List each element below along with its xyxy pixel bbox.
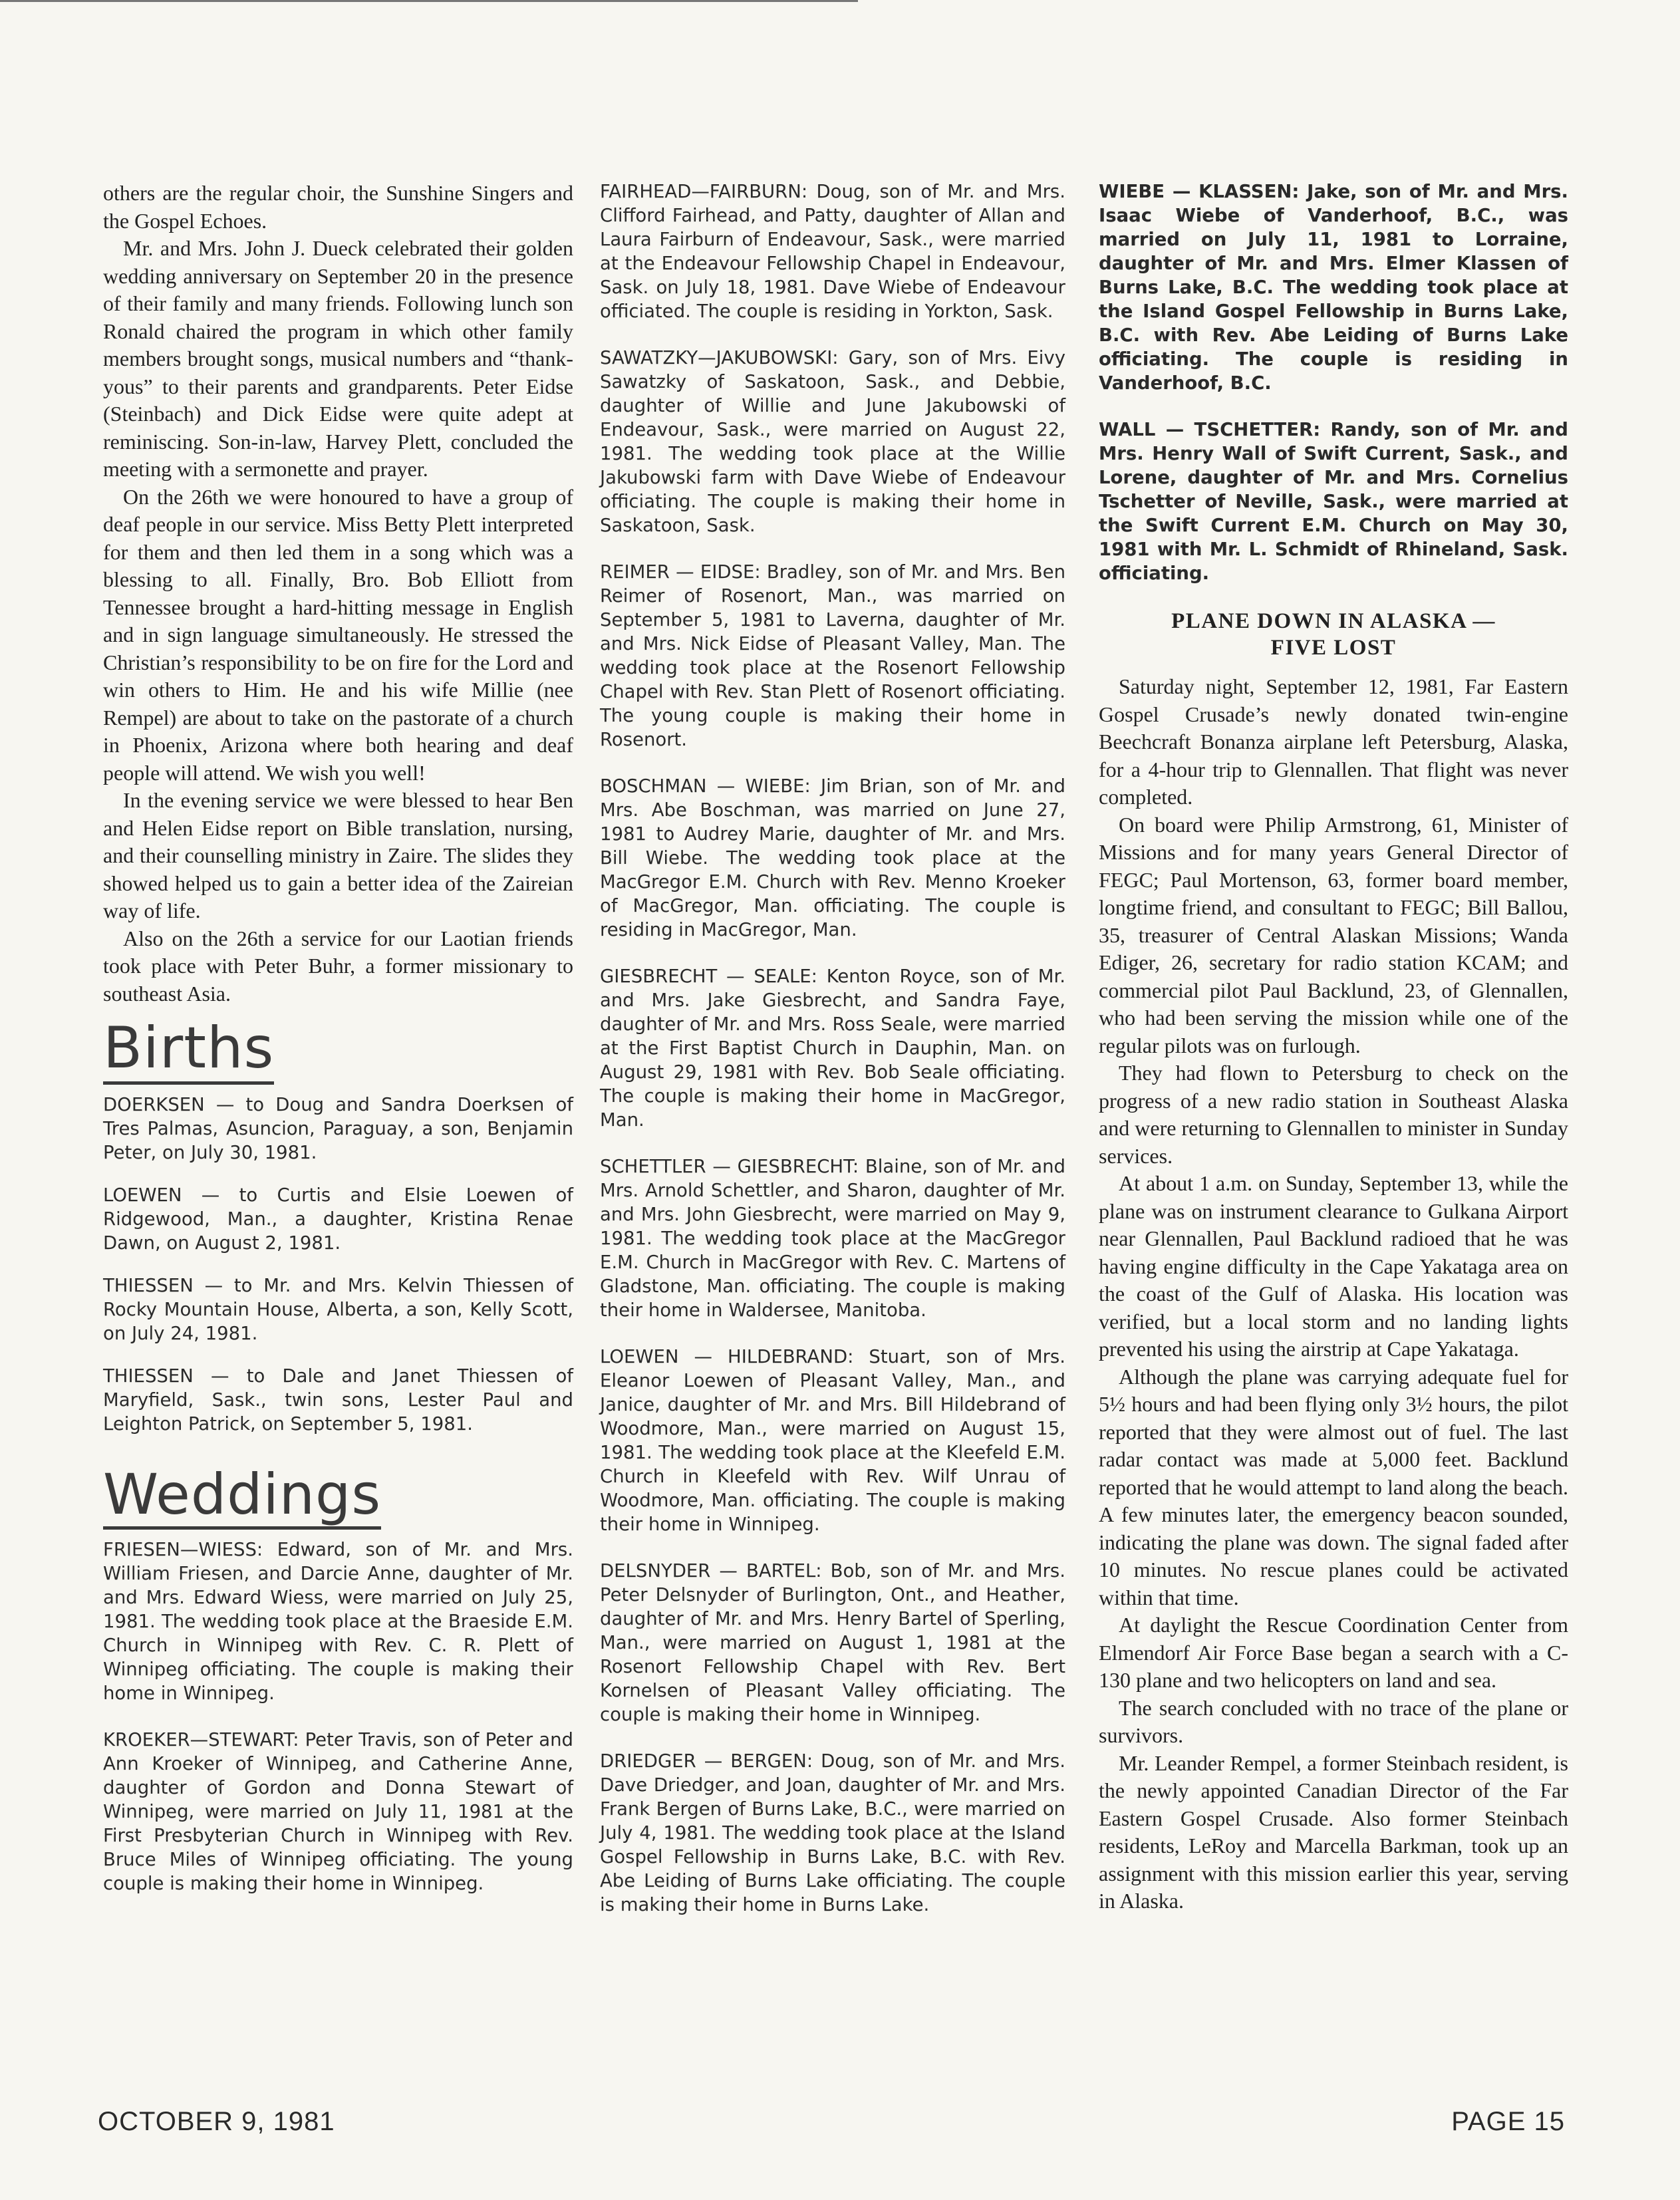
story-headline-line-2: FIVE LOST — [1270, 636, 1397, 660]
wedding-notice: FRIESEN—WIESS: Edward, son of Mr. and Mrs. William Friesen, and Darcie Anne, daughter of Mr. and Mrs. Edward Wiess, were married on July 25, 1981. The wedding took place at the Braeside E.M. Church in Winnipeg with Rev. C. R. Plett of Winnipeg officiating. The couple is making their home in Winnipeg. — [103, 1538, 573, 1704]
article-paragraph: Mr. and Mrs. John J. Dueck celebrated their golden wedding anniversary on September 20 in the presence of their family and many friends. Following lunch son Ronald chaired the program in which other family members brought songs, musical numbers and “thank-yous” to their parents and grandparents. Peter Eidse (Steinbach) and Dick Eidse were quite adept at reminiscing. Son-in-law, Harvey Plett, concluded the meeting with a sermonette and prayer. — [103, 236, 573, 481]
births-list — [103, 1093, 573, 1436]
wedding-notice: KROEKER—STEWART: Peter Travis, son of Peter and Ann Kroeker of Winnipeg, and Catherine Anne, daughter of Gordon and Donna Stewart of Winnipeg, were married on July 11, 1981 at the First Presbyterian Church in Winnipeg with Rev. Bruce Miles of Winnipeg officiating. The young couple is making their home in Winnipeg. — [103, 1728, 573, 1894]
births-heading: Births — [103, 1017, 274, 1085]
birth-notice: DOERKSEN — to Doug and Sandra Doerksen of Tres Palmas, Asuncion, Paraguay, a son, Benjamin Peter, on July 30, 1981. — [103, 1093, 573, 1163]
wedding-notice: GIESBRECHT — SEALE: Kenton Royce, son of Mr. and Mrs. Jake Giesbrecht, and Sandra Faye, daughter of Mr. and Mrs. Ross Seale, were married at the First Baptist Church in Dauphin, Man. on August 29, 1981 with Rev. Bob Seale officiating. The couple is making their home in MacGregor, Man. — [600, 966, 1065, 1131]
wedding-notice: DRIEDGER — BERGEN: Doug, son of Mr. and Mrs. Dave Driedger, and Joan, daughter of Mr. and Mrs. Frank Bergen of Burns Lake, B.C., were married on July 4, 1981. The wedding took place at the Island Gospel Fellowship in Burns Lake, B.C. with Rev. Abe Leiding of Burns Lake officiating. The couple is making their home in Burns Lake. — [600, 1750, 1065, 1915]
column-left — [103, 180, 573, 1918]
birth-notice: LOEWEN — to Curtis and Elsie Loewen of Ridgewood, Man., a daughter, Kristina Renae Dawn, on August 2, 1981. — [103, 1184, 573, 1254]
article-paragraph: others are the regular choir, the Sunshine Singers and the Gospel Echoes. — [103, 181, 573, 233]
wedding-notice: DELSNYDER — BARTEL: Bob, son of Mr. and Mrs. Peter Delsnyder of Burlington, Ont., and Heather, daughter of Mr. and Mrs. Henry Bartel of Sperling, Man., were married on August 1, 1981 at the Rosenort Fellowship Chapel with Rev. Bert Kornelsen of Pleasant Valley officiating. The couple is making their home in Winnipeg. — [600, 1560, 1065, 1725]
story-paragraph: Mr. Leander Rempel, a former Steinbach resident, is the newly appointed Canadian Director of the Far Eastern Gospel Crusade. Also former Steinbach residents, LeRoy and Marcella Barkman, took up an assignment with this mission earlier this year, serving in Alaska. — [1099, 1750, 1568, 1913]
story-headline — [1099, 608, 1568, 661]
story-paragraph: Although the plane was carrying adequate fuel for 5½ hours and had been flying only 3½ hours, the pilot reported that they were almost out of fuel. The last radar contact was made at 5,000 feet. Backlund reported that he would attempt to land along the beach. A few minutes later, the emergency beacon sounded, indicating the plane was down. The signal faded after 10 minutes. No rescue planes could be activated within that time. — [1099, 1364, 1568, 1609]
wedding-notice: LOEWEN — HILDEBRAND: Stuart, son of Mrs. Eleanor Loewen of Pleasant Valley, Man., and Janice, daughter of Mr. and Mrs. Bill Hildebrand of Woodmore, Man., were married on August 15, 1981. The wedding took place at the Kleefeld E.M. Church in Kleefeld with Rev. Wilf Unrau of Woodmore, Man. officiating. The couple is making their home in Winnipeg. — [600, 1346, 1065, 1535]
wedding-notice: REIMER — EIDSE: Bradley, son of Mr. and Mrs. Ben Reimer of Rosenort, Man., was married on September 5, 1981 to Laverna, daughter of Mr. and Mrs. Nick Eidse of Pleasant Valley, Man. The wedding took place at the Rosenort Fellowship Chapel with Rev. Stan Plett of Rosenort officiating. The young couple is making their home in Rosenort. — [600, 561, 1065, 750]
church-news-article — [103, 180, 573, 1008]
column-middle — [600, 180, 1065, 1939]
wedding-notice: SCHETTLER — GIESBRECHT: Blaine, son of Mr. and Mrs. Arnold Schettler, and Sharon, daughter of Mr. and Mrs. John Giesbrecht, were married on May 9, 1981. The wedding took place at the MacGregor E.M. Church in MacGregor with Rev. C. Martens of Gladstone, Man. officiating. The couple is making their home in Waldersee, Manitoba. — [600, 1156, 1065, 1321]
column-right — [1099, 180, 1568, 1915]
article-paragraph: Also on the 26th a service for our Laotian friends took place with Peter Buhr, a former missionary to southeast Asia. — [103, 926, 573, 1006]
story-paragraph: At daylight the Rescue Coordination Center from Elmendorf Air Force Base began a search with a C-130 plane and two helicopters on land and sea. — [1099, 1613, 1568, 1692]
story-paragraph: On board were Philip Armstrong, 61, Minister of Missions and for many years General Director of FEGC; Paul Mortenson, 63, former board member, longtime friend, and consultant to FEGC; Bill Ballou, 35, treasurer of Central Alaskan Missions; Wanda Ediger, 26, secretary for radio station KCAM; and commercial pilot Paul Backlund, 23, of Glennallen, who had been serving the mission while one of the regular pilots was on furlough. — [1099, 812, 1568, 1057]
story-paragraph: Saturday night, September 12, 1981, Far Eastern Gospel Crusade’s newly donated twin-engine Beechcraft Bonanza airplane left Petersburg, Alaska, for a 4-hour trip to Glennallen. That flight was never completed. — [1099, 674, 1568, 809]
story-paragraph: They had flown to Petersburg to check on the progress of a new radio station in Southeast Alaska and were returning to Glennallen to minister in Sunday services. — [1099, 1061, 1568, 1168]
birth-notice: THIESSEN — to Mr. and Mrs. Kelvin Thiessen of Rocky Mountain House, Alberta, a son, Kelly Scott, on July 24, 1981. — [103, 1274, 573, 1344]
birth-notice: THIESSEN — to Dale and Janet Thiessen of Maryfield, Sask., twin sons, Lester Paul and Leighton Patrick, on September 5, 1981. — [103, 1365, 573, 1435]
weddings-heading: Weddings — [103, 1464, 381, 1530]
wedding-notice: BOSCHMAN — WIEBE: Jim Brian, son of Mr. and Mrs. Abe Boschman, was married on June 27, 1981 to Audrey Marie, daughter of Mr. and Mrs. Bill Wiebe. The wedding took place at the MacGregor E.M. Church with Rev. Menno Kroeker of MacGregor, Man. officiating. The couple is residing in MacGregor, Man. — [600, 775, 1065, 940]
article-paragraph: On the 26th we were honoured to have a group of deaf people in our service. Miss Betty Plett interpreted for them and then led them in a song which was a blessing to all. Finally, Bro. Bob Elliott from Tennessee brought a hard-hitting message in English and in sign language simultaneously. He stressed the Christian’s responsibility to be on fire for the Lord and win others to Him. He and his wife Millie (nee Rempel) are about to take on the pastorate of a church in Phoenix, Arizona where both hearing and deaf people will attend. We wish you well! — [103, 484, 573, 785]
story-headline-line-1: PLANE DOWN IN ALASKA — — [1171, 609, 1496, 633]
plane-story — [1099, 673, 1568, 1915]
wedding-notice: SAWATZKY—JAKUBOWSKI: Gary, son of Mrs. Eivy Sawatzky of Saskatoon, Sask., and Debbie, daughter of Willie and June Jakubowski of Endeavour, Sask., were married on August 22, 1981. The wedding took place at the Willie Jakubowski farm with Dave Wiebe of Endeavour officiating. The couple is making their home in Saskatoon, Sask. — [600, 347, 1065, 536]
top-rule — [0, 0, 858, 2]
footer-page-number: PAGE 15 — [1451, 2107, 1565, 2136]
article-paragraph: In the evening service we were blessed to hear Ben and Helen Eidse report on Bible translation, nursing, and their counselling ministry in Zaire. The slides they showed helped us to gain a better idea of the Zaireian way of life. — [103, 788, 573, 922]
weddings-list-left — [103, 1538, 573, 1895]
wedding-notice: WALL — TSCHETTER: Randy, son of Mr. and Mrs. Henry Wall of Swift Current, Sask., and Lorene, daughter of Mr. and Mrs. Cornelius Tschetter of Neville, Sask., were married at the Swift Current E.M. Church on May 30, 1981 with Mr. L. Schmidt of Rhineland, Sask. officiating. — [1099, 419, 1568, 584]
wedding-notice: FAIRHEAD—FAIRBURN: Doug, son of Mr. and Mrs. Clifford Fairhead, and Patty, daughter of Allan and Laura Fairburn of Endeavour, Sask., were married at the Endeavour Fellowship Chapel in Endeavour, Sask. on July 18, 1981. Dave Wiebe of Endeavour officiated. The couple is residing in Yorkton, Sask. — [600, 181, 1065, 322]
story-paragraph: The search concluded with no trace of the plane or survivors. — [1099, 1695, 1568, 1747]
wedding-notice: WIEBE — KLASSEN: Jake, son of Mr. and Mrs. Isaac Wiebe of Vanderhoof, B.C., was married on July 11, 1981 to Lorraine, daughter of Mr. and Mrs. Elmer Klassen of Burns Lake, B.C. The wedding took place at the Island Gospel Fellowship in Burns Lake, B.C. with Rev. Abe Leiding of Burns Lake officiating. The couple is residing in Vanderhoof, B.C. — [1099, 181, 1568, 394]
footer-date: OCTOBER 9, 1981 — [98, 2107, 335, 2136]
story-paragraph: At about 1 a.m. on Sunday, September 13, while the plane was on instrument clearance to Gulkana Airport near Glennallen, Paul Backlund radioed that he was having engine difficulty in the Cape Yakataga area on the coast of the Gulf of Alaska. His location was verified, but a local storm and no landing lights prevented his using the airstrip at Cape Yakataga. — [1099, 1171, 1568, 1361]
